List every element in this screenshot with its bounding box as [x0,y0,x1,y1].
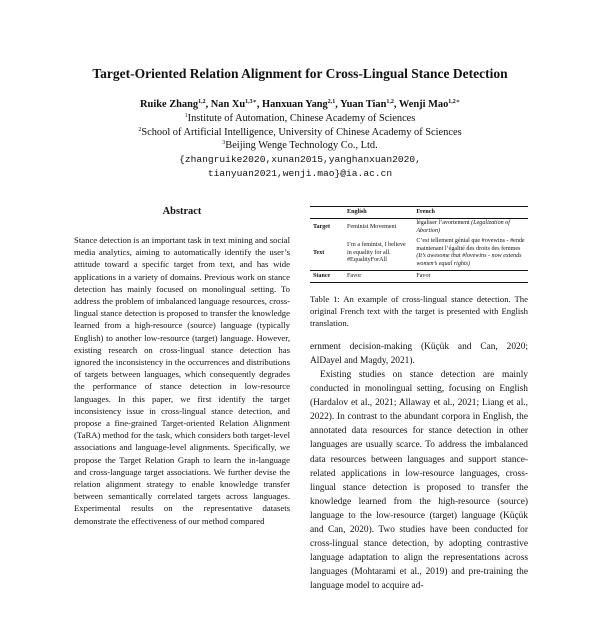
table-row [310,237,528,271]
french-translation: (Legalization of Abortion) [416,220,510,234]
french-cell [413,218,528,237]
table-header-cell: English [347,208,367,215]
french-translation: (It’s awesome that #lovewins - now extends women’s equal rights) [416,253,522,268]
author-name: Hanxuan Yang [262,99,328,110]
abstract-text: Stance detection is an important task in text mining and social media analytics, aiming to automatically identify the user’s attitude toward a specific target from text, and has wide applications in a variety of domains. Previous work on stance detection has mainly focused on monolingual setting. To address the problem of imbalanced language resources, cross-lingual stance detection is proposed to transfer the knowledge learned from a high-resource (source) language (typically English) to another low-resource (target) language. However, existing research on cross-lingual stance detection has ignored the inconsistency in the occurrences and distributions of targets between languages, which consequently degrades the performance of stance detection in low-resource languages. In this paper, we first identify the target inconsistency issue in cross-lingual stance detection, and propose a fine-grained Target-oriented Relation Alignment (TaRA) method for the task, which considers both target-level associations and language-level alignments. Specifically, we propose the Target Relation Graph to learn the in-language and cross-language target associations. We further devise the relation alignment strategy to enable knowledge transfer between semantically correlated targets across languages. Experimental results on the representative datasets demonstrate the effectiveness of our method compared [74,235,290,526]
author-affiliation-mark: 1,2 [198,99,206,105]
example-table [310,206,528,283]
row-label: Text [313,249,325,256]
affiliation-text: Institute of Automation, Chinese Academy of Sciences [187,112,416,124]
author-name: Ruike Zhang [140,99,199,110]
body-text [310,340,528,640]
table-row [310,271,528,283]
row-label: Stance [313,272,331,279]
paragraph-continuation: ernment decision-making (Küçük and Can, 2020; AlDayel and Magdy, 2021). [310,341,528,366]
english-cell: Favor [347,272,362,279]
affiliation-text: School of Artificial Intelligence, University of Chinese Academy of Sciences [141,126,462,138]
row-label: Target [313,223,331,230]
email-line: {zhangruike2020,xunan2015,yanghanxuan2020, [179,154,421,166]
author-affiliation-mark: 1,2∗ [448,99,460,105]
table-header-row [310,207,528,219]
abstract-heading: Abstract [162,206,202,217]
table-row [310,218,528,237]
author-affiliation-mark: 1,3∗ [245,99,257,105]
french-text: C’est tellement génial que #ovewins - #ende maintenant l’égalité des droits des femmes [416,238,525,252]
affiliation-text: Beijing Wenge Technology Co., Ltd. [225,140,378,152]
author-list: Ruike Zhang$^{1,2}$, Nan $Xu^{1,3∗}$, Hanxuan Yang$^{2,1}$, Yuan Tian$^{1,2}$, Wenji Mao$^{1,2∗}$ [140,99,460,110]
french-text: légaliser l’avortement [416,220,470,227]
author-affiliation-mark: 1,2 [386,99,394,105]
author-name: Wenji Mao [398,99,449,110]
email-line: tianyuan2021,wenji.mao}@ia.ac.cn [207,167,393,179]
affiliation-mark: 2 [138,126,142,133]
author-name: Yuan Tian [340,99,387,110]
affiliation-mark: 1 [184,112,188,119]
table-header-cell: French [416,208,435,215]
affiliation-mark: 3 [222,140,226,147]
french-cell [413,271,528,283]
author-block [0,98,600,181]
english-cell: Feminist Movement [347,223,397,230]
table-caption: Table 1: An example of cross-lingual stance detection. The original French text with the target is presented with English translation. [310,293,528,328]
table-header-cell [310,207,344,219]
author-affiliation-mark: 2,1 [327,99,336,105]
affiliation [0,112,600,126]
paper-title: Target-Oriented Relation Alignment for Cross-Lingual Stance Detection [92,66,508,81]
paragraph: Existing studies on stance detection are mainly conducted in monolingual setting, focusing on English (Hardalov et al., 2021; Allaway et al., 2021; Liang et al., 2022). In contrast to the abundant corpora in English, the annotated data resources for stance detection in other languages are usually scarce. To address the imbalanced data resources between languages and support stance-related applications in low-resource languages, cross-lingual stance detection is proposed to transfer the knowledge learned from the high-resource (source) language to the low-resource (target) language (Küçük and Can, 2020). Two studies have been conducted for cross-lingual stance detection, by adopting contrastive language adaptation to align the representations across languages (Mohtarami et al., 2019) and pre-training the language model to acquire ad- [310,369,528,592]
french-text: Favor [416,272,431,279]
left-column [74,206,290,594]
right-column [310,206,528,640]
english-cell: I’m a feminist, I believe in equality for all. #EqualityForAll [347,242,406,264]
author-name: Nan Xu [210,99,246,110]
french-cell [413,237,528,271]
affiliation [0,139,600,153]
affiliation [0,126,600,140]
